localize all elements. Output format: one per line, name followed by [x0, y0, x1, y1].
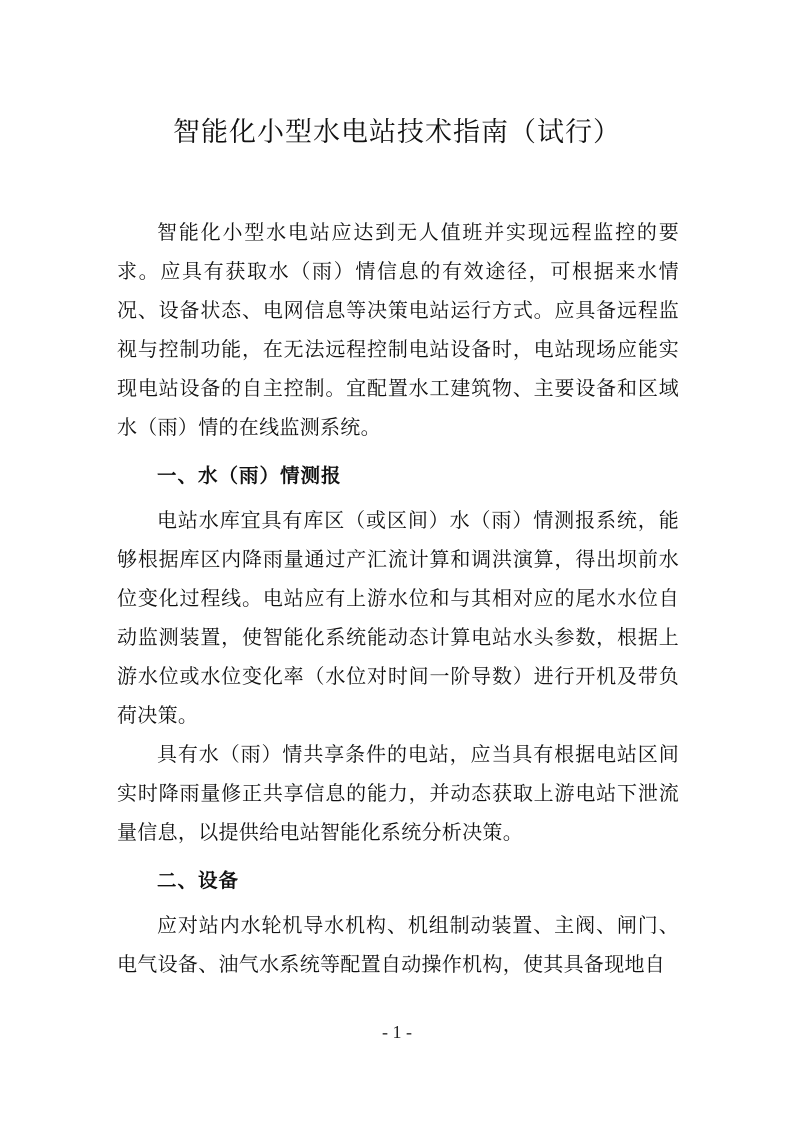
- equipment-paragraph-1: 应对站内水轮机导水机构、机组制动装置、主阀、闸门、电气设备、油气水系统等配置自动操作机构，使其具备现地自: [117, 913, 679, 976]
- section-heading-hydrology: 一、水（雨）情测报: [157, 464, 342, 487]
- page-number: - 1 -: [382, 1022, 412, 1042]
- intro-paragraph: 智能化小型水电站应达到无人值班并实现远程监控的要求。应具有获取水（雨）情信息的有效途径，可根据来水情况、设备状态、电网信息等决策电站运行方式。应具备远程监视与控制功能，在无法远程控制电站设备时，电站现场应能实现电站设备的自主控制。宜配置水工建筑物、主要设备和区域水（雨）情的在线监测系统。: [117, 220, 679, 439]
- document-title: 智能化小型水电站技术指南（试行）: [173, 117, 621, 148]
- hydrology-paragraph-1: 电站水库宜具有库区（或区间）水（雨）情测报系统，能够根据库区内降雨量通过产汇流计算和调洪演算，得出坝前水位变化过程线。电站应有上游水位和与其相对应的尾水水位自动监测装置，使智能化系统能动态计算电站水头参数，根据上游水位或水位变化率（水位对时间一阶导数）进行开机及带负荷决策。: [117, 508, 679, 727]
- hydrology-paragraph-2: 具有水（雨）情共享条件的电站，应当具有根据电站区间实时降雨量修正共享信息的能力，并动态获取上游电站下泄流量信息，以提供给电站智能化系统分析决策。: [117, 742, 679, 844]
- document-body: [117, 213, 679, 984]
- section-heading-equipment: 二、设备: [157, 869, 240, 892]
